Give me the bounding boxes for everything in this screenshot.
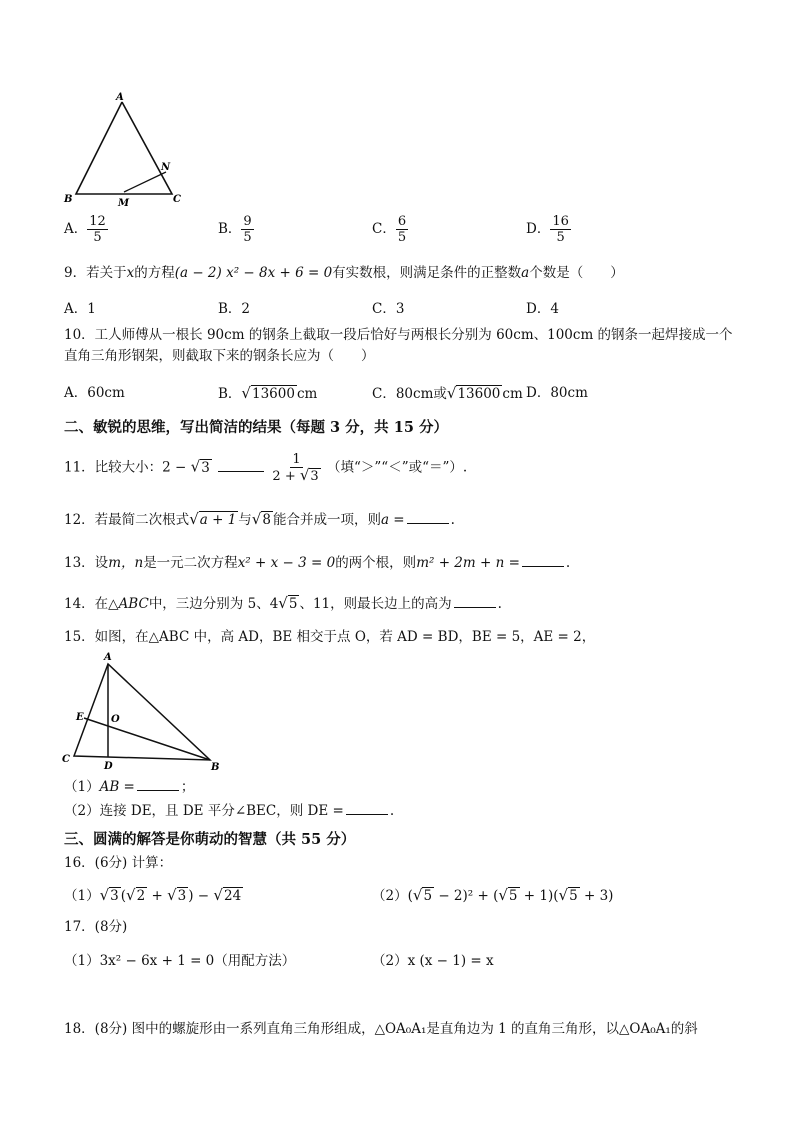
q8-option-c[interactable]: C． $\frac{6}{5}$ (372, 214, 407, 245)
q15-2-answer-blank[interactable] (346, 802, 388, 815)
q11-answer-blank[interactable] (218, 459, 264, 472)
label-O: O (111, 714, 120, 725)
q10-option-b[interactable]: B．√13600 cm (218, 384, 318, 402)
q9-option-b[interactable]: B．2 (218, 301, 251, 317)
label-D: D (104, 761, 113, 772)
q8-option-b[interactable]: B． $\frac{9}{5}$ (218, 214, 252, 245)
q9-option-c[interactable]: C．3 (372, 301, 405, 317)
q9-option-d[interactable]: D．4 (526, 301, 559, 317)
section-2-heading: 二、敏锐的思维，写出简洁的结果（每题 3 分，共 15 分） (64, 419, 448, 436)
figure-triangle-altitudes (58, 648, 228, 776)
label-N: N (161, 162, 171, 173)
label-A: A (104, 652, 112, 663)
q17-part2: （2）x (x − 1) = x (372, 953, 494, 969)
q18-stem: 18．(8分) 图中的螺旋形由一系列直角三角形组成，△OA₀A₁是直角边为 1 的直角三角形，以△OA₀A₁的斜 (64, 1021, 698, 1037)
q14-answer-blank[interactable] (454, 595, 496, 608)
label-B: B (64, 194, 73, 205)
q16-head: 16．(6分) 计算： (64, 855, 173, 871)
q10-option-c[interactable]: C．80cm或√13600 cm (372, 384, 523, 402)
label-E: E (76, 712, 84, 723)
label-A: A (116, 92, 124, 103)
q10-option-d[interactable]: D．80cm (526, 385, 588, 401)
q15-part2: （2）连接 DE，且 DE 平分∠BEC，则 DE = . (64, 803, 395, 819)
label-B: B (211, 762, 220, 773)
q11: 11．比较大小：2 − √3 $\frac{1}{2 + √3}$ （填“＞”“＜”或“＝”）. (64, 452, 468, 484)
figure-triangle-mn (60, 88, 190, 210)
label-M: M (118, 198, 130, 209)
q12-answer-blank[interactable] (407, 511, 449, 524)
q13-answer-blank[interactable] (522, 554, 564, 567)
q12: 12．若最简二次根式√a + 1 与√8 能合并成一项，则a = . (64, 510, 455, 528)
q8-option-a[interactable]: A． $\frac{12}{5}$ (64, 214, 106, 245)
q14: 14．在△ABC中，三边分别为 5、4√5 、11，则最长边上的高为 . (64, 594, 502, 612)
q16-part1: （1）√3 (√2 + √3 ) − √24 (64, 886, 242, 904)
q15-part1: （1）AB = ； (64, 779, 195, 795)
label-C: C (62, 754, 70, 765)
q10-line2: 直角三角形钢架，则截取下来的钢条长应为（ ） (64, 348, 375, 364)
q17-part1: （1）3x² − 6x + 1 = 0（用配方法） (64, 953, 296, 969)
q9-option-a[interactable]: A．1 (64, 301, 96, 317)
q13: 13．设m，n是一元二次方程x² + x − 3 = 0的两个根，则m² + 2m + n = . (64, 555, 571, 571)
q15-stem: 15．如图，在△ABC 中，高 AD，BE 相交于点 O，若 AD = BD，BE = 5，AE = 2， (64, 629, 596, 645)
section-3-heading: 三、圆满的解答是你萌动的智慧（共 55 分） (64, 831, 356, 848)
q16-part2: （2）(√5 − 2)² + (√5 + 1)(√5 + 3) (372, 886, 614, 904)
q10-line1: 10．工人师傅从一根长 90cm 的钢条上截取一段后恰好与两根长分别为 60cm、100cm 的钢条一起焊接成一个 (64, 327, 733, 343)
q8-option-d[interactable]: D． $\frac{16}{5}$ (526, 214, 569, 245)
label-C: C (173, 194, 181, 205)
q17-head: 17．(8分) (64, 919, 128, 935)
q15-1-answer-blank[interactable] (137, 778, 179, 791)
q10-option-a[interactable]: A．60cm (64, 385, 125, 401)
q9-stem: 9．若关于x的方程(a − 2) x² − 8x + 6 = 0有实数根，则满足条件的正整数a个数是（ ） (64, 265, 624, 281)
